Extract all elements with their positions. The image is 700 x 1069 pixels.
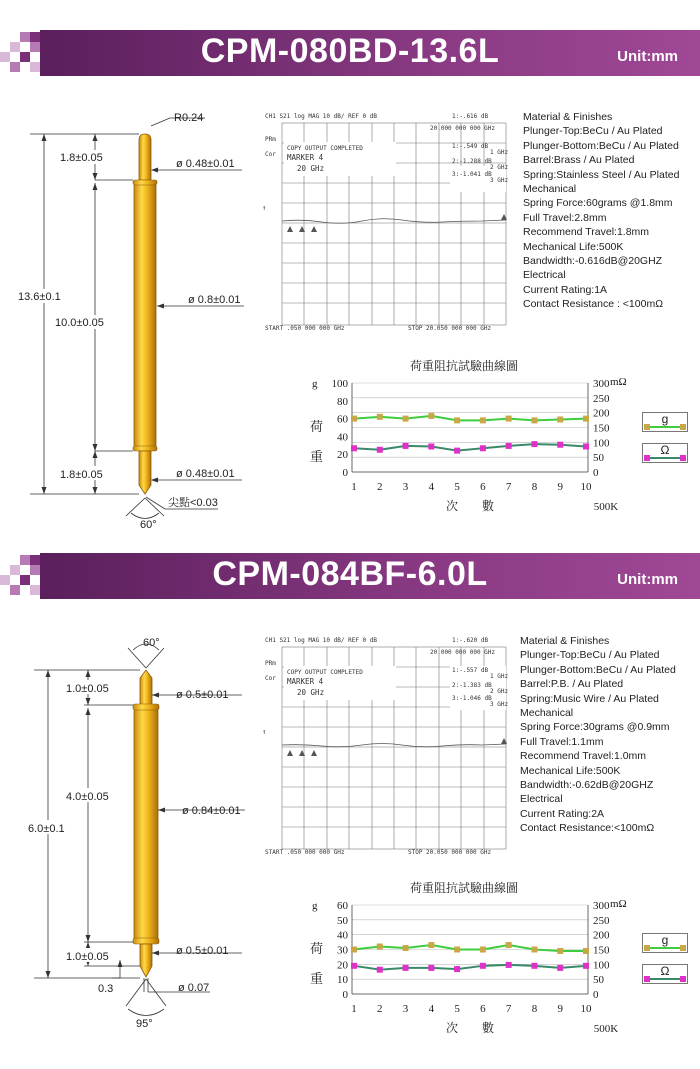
data-point-resistance [428, 965, 434, 971]
data-point-resistance [531, 963, 537, 969]
x-tick-label: 6 [480, 1003, 486, 1015]
pin-drawing [0, 530, 260, 1069]
data-point-resistance [377, 967, 383, 973]
x-tick-label: 2 [377, 481, 383, 493]
y-right-unit: mΩ [610, 376, 627, 388]
y-right-tick-label: 250 [593, 392, 610, 405]
analyzer-marker-text: MARKER 4 [287, 153, 324, 162]
y-left-tick-label: 60 [337, 900, 348, 912]
analyzer-header-value: 1:-.616 dB [452, 113, 489, 120]
legend-item-ohm [642, 964, 688, 984]
marker-2-freq: 2 GHz [490, 164, 509, 171]
data-point-resistance [351, 445, 357, 451]
network-analyzer-plot [262, 632, 512, 857]
analyzer-cor: Cor [265, 675, 276, 682]
spec-line: Plunger-Bottom:BeCu / Au Plated [523, 139, 679, 152]
analyzer-copy-text: COPY OUTPUT COMPLETED [287, 669, 363, 676]
marker-2-freq: 2 GHz [490, 688, 509, 695]
y-right-tick-label: 300 [593, 378, 610, 390]
data-point-force [480, 947, 486, 953]
y-left-tick-label: 10 [337, 974, 348, 987]
x-tick-label: 3 [402, 1003, 409, 1015]
data-point-resistance [583, 963, 589, 969]
y-left-unit: g [312, 378, 318, 390]
analyzer-cor: Cor [265, 151, 276, 158]
y-left-label: 重 [310, 449, 324, 464]
data-point-resistance [428, 443, 434, 449]
x-tick-label: 4 [428, 481, 435, 493]
top-length-label: 1.8±0.05 [60, 152, 103, 164]
y-right-unit: mΩ [610, 898, 627, 910]
data-point-resistance [454, 966, 460, 972]
data-point-force [531, 417, 537, 423]
analyzer-start: START .050 000 000 GHz [265, 849, 345, 856]
y-right-tick-label: 0 [593, 467, 599, 479]
y-right-tick-label: 100 [593, 959, 610, 972]
legend-label-g: g [661, 412, 669, 426]
spec-line: Spring:Stainless Steel / Au Plated [523, 168, 680, 181]
data-point-force [428, 413, 434, 419]
x-tick-label: 2 [377, 1003, 383, 1015]
tip-length-label: 0.3 [98, 983, 114, 995]
graph-title: 荷重阻抗試驗曲線圖 [410, 359, 519, 373]
svg-text:↑: ↑ [262, 204, 267, 212]
y-left-label: 荷 [310, 941, 324, 956]
y-left-label: 重 [310, 971, 324, 986]
y-left-tick-label: 0 [342, 989, 348, 1001]
y-left-unit: g [312, 900, 318, 912]
pin-drawing [0, 0, 260, 530]
bottom-diameter-label: ø 0.5±0.01 [176, 945, 229, 957]
legend-label-ohm: Ω [660, 964, 670, 978]
marker-1-value: 1:-.557 dB [452, 667, 489, 674]
barrel-length-label: 4.0±0.05 [66, 791, 109, 803]
barrel-diameter-label: ø 0.84±0.01 [182, 805, 241, 817]
specs-list [523, 110, 679, 312]
spec-line: Plunger-Top:BeCu / Au Plated [523, 125, 663, 138]
series-line-resistance [354, 444, 586, 451]
data-point-force [531, 947, 537, 953]
x-tick-label: 5 [454, 481, 460, 493]
data-point-resistance [351, 963, 357, 969]
legend-item-ohm [642, 443, 688, 463]
data-point-force [506, 942, 512, 948]
marker-2-value: 2:-1.288 dB [452, 158, 492, 165]
bottom-length-label: 1.8±0.05 [60, 469, 103, 481]
data-point-force [351, 416, 357, 422]
tip-angle-top-label: 60° [143, 637, 160, 649]
y-right-tick-label: 150 [593, 422, 610, 435]
data-point-force [506, 416, 512, 422]
data-point-resistance [480, 445, 486, 451]
data-point-force [454, 417, 460, 423]
marker-3-freq: 3 GHz [490, 177, 509, 184]
legend-label-ohm: Ω [660, 443, 670, 457]
y-left-tick-label: 20 [337, 959, 348, 972]
spec-line: Mechanical [523, 183, 577, 196]
y-right-tick-label: 150 [593, 944, 610, 957]
analyzer-prm: PRm [265, 136, 276, 143]
x-tick-label: 5 [454, 1003, 460, 1015]
spec-line: Spring Force:60grams @1.8mm [523, 197, 673, 210]
y-right-tick-label: 0 [593, 989, 599, 1001]
series-line-force [354, 416, 586, 420]
analyzer-prm: PRm [265, 660, 276, 667]
data-point-resistance [454, 448, 460, 454]
x-tick-label: 4 [428, 1003, 435, 1015]
spec-line: Bandwidth:-0.62dB@20GHZ [520, 779, 654, 792]
x-axis-label: 次 數 [445, 1021, 495, 1035]
y-right-tick-label: 200 [593, 929, 610, 942]
x-tick-label: 1 [351, 1003, 357, 1015]
top-diameter-label: ø 0.48±0.01 [176, 158, 235, 170]
y-left-label: 荷 [310, 419, 324, 434]
x-axis-label: 次 數 [445, 499, 495, 513]
x-tick-label: 7 [505, 1003, 512, 1015]
series-line-resistance [354, 965, 586, 970]
analyzer-header-freq: 20.000 000 000 GHz [430, 649, 496, 656]
marker-2-value: 2:-1.383 dB [452, 682, 492, 689]
marker-1-value: 1:-.549 dB [452, 143, 489, 150]
data-point-force [454, 947, 460, 953]
barrel-length-label: 10.0±0.05 [55, 317, 104, 329]
y-right-tick-label: 100 [593, 437, 610, 450]
y-left-tick-label: 40 [337, 929, 348, 942]
analyzer-stop: STOP 20.050 000 000 GHz [408, 849, 492, 856]
y-left-tick-label: 40 [337, 431, 348, 444]
spec-line: Contact Resistance : <100mΩ [523, 298, 664, 311]
spec-line: Current Rating:1A [523, 283, 608, 296]
analyzer-copy-text: COPY OUTPUT COMPLETED [287, 145, 363, 152]
analyzer-start: START .050 000 000 GHz [265, 325, 345, 332]
data-point-force [377, 944, 383, 950]
analyzer-header-freq: 20.000 000 000 GHz [430, 125, 496, 132]
data-point-force [480, 417, 486, 423]
y-right-tick-label: 50 [593, 974, 604, 987]
analyzer-header: CH1 S21 log MAG 10 dB/ REF 0 dB [265, 637, 377, 644]
x-tick-label: 8 [531, 1003, 538, 1015]
product-title: CPM-080BD-13.6L [200, 32, 500, 70]
tip-angle-bottom-label: 95° [136, 1018, 153, 1030]
tip-note-label: 尖點<0.03 [168, 497, 218, 509]
spec-line: Contact Resistance:<100mΩ [520, 822, 655, 835]
tip-diameter-label: ø 0.07 [178, 982, 210, 994]
marker-3-value: 3:-1.041 dB [452, 171, 492, 178]
marker-3-freq: 3 GHz [490, 701, 509, 708]
y-left-tick-label: 100 [331, 378, 348, 390]
x-tick-label: 7 [505, 481, 512, 493]
graph-title: 荷重阻抗試驗曲線圖 [410, 881, 519, 895]
data-point-force [583, 416, 589, 422]
spec-line: Material & Finishes [520, 635, 610, 647]
top-diameter-label: ø 0.5±0.01 [176, 689, 229, 701]
product-section-1 [0, 0, 700, 530]
data-point-force [403, 416, 409, 422]
tip-angle-label: 60° [140, 519, 157, 530]
x-tick-label: 9 [557, 1003, 563, 1015]
spec-line: Spring Force:30grams @0.9mm [520, 721, 670, 734]
spec-line: Barrel:Brass / Au Plated [523, 154, 635, 167]
y-left-tick-label: 20 [337, 449, 348, 462]
data-point-force [351, 947, 357, 953]
spec-line: Plunger-Bottom:BeCu / Au Plated [520, 663, 676, 676]
spec-line: Material & Finishes [523, 111, 613, 123]
data-point-resistance [403, 965, 409, 971]
data-point-force [557, 416, 563, 422]
data-point-resistance [480, 963, 486, 969]
y-right-tick-label: 250 [593, 914, 610, 927]
data-point-resistance [403, 443, 409, 449]
x-tick-label: 1 [351, 481, 357, 493]
spec-line: Recommend Travel:1.8mm [523, 226, 650, 239]
total-length-label: 13.6±0.1 [18, 291, 61, 303]
analyzer-marker-freq: 20 GHz [297, 688, 325, 697]
specs-list [520, 634, 676, 836]
network-analyzer-plot [262, 108, 512, 333]
force-resistance-chart [300, 895, 640, 1040]
marker-3-value: 3:-1.046 dB [452, 695, 492, 702]
y-left-tick-label: 80 [337, 395, 348, 408]
legend-item-g [642, 933, 688, 953]
data-point-force [428, 942, 434, 948]
data-point-force [583, 948, 589, 954]
bottom-length-label: 1.0±0.05 [66, 951, 109, 963]
unit-label: Unit:mm [617, 48, 678, 65]
legend-item-g [642, 412, 688, 432]
y-right-tick-label: 200 [593, 407, 610, 420]
spec-line: Plunger-Top:BeCu / Au Plated [520, 649, 660, 662]
data-point-resistance [377, 447, 383, 453]
x-tick-label: 3 [402, 481, 409, 493]
series-line-force [354, 945, 586, 951]
data-point-resistance [531, 441, 537, 447]
y-right-tick-label: 50 [593, 452, 604, 465]
y-left-tick-label: 30 [337, 944, 348, 957]
spec-line: Full Travel:2.8mm [523, 211, 607, 224]
analyzer-header: CH1 S21 log MAG 10 dB/ REF 0 dB [265, 113, 377, 120]
data-point-force [377, 414, 383, 420]
spec-line: Barrel:P.B. / Au Plated [520, 678, 624, 691]
spec-line: Spring:Music Wire / Au Plated [520, 692, 659, 705]
tip-radius-label: R0.24 [174, 112, 204, 124]
y-left-tick-label: 50 [337, 914, 348, 927]
total-length-label: 6.0±0.1 [28, 823, 65, 835]
spec-line: Mechanical Life:500K [520, 764, 621, 777]
svg-text:↑: ↑ [262, 728, 267, 736]
x-tick-label: 9 [557, 481, 563, 493]
analyzer-stop: STOP 20.050 000 000 GHz [408, 325, 492, 332]
top-length-label: 1.0±0.05 [66, 683, 109, 695]
y-left-tick-label: 0 [342, 467, 348, 479]
unit-label: Unit:mm [617, 571, 678, 588]
y-right-tick-label: 300 [593, 900, 610, 912]
spec-line: Bandwidth:-0.616dB@20GHZ [523, 255, 663, 268]
x-tick-label: 8 [531, 481, 538, 493]
data-point-resistance [557, 442, 563, 448]
spec-line: Mechanical Life:500K [523, 240, 624, 253]
spec-line: Electrical [523, 269, 566, 282]
spec-line: Recommend Travel:1.0mm [520, 750, 647, 763]
x-end-label: 500K [593, 1023, 619, 1035]
data-point-force [557, 948, 563, 954]
analyzer-marker-freq: 20 GHz [297, 164, 325, 173]
product-section-2 [0, 530, 700, 1069]
data-point-resistance [506, 443, 512, 449]
force-resistance-chart [300, 373, 640, 518]
marker-1-freq: 1 GHz [490, 149, 509, 156]
data-point-resistance [557, 965, 563, 971]
data-point-force [403, 945, 409, 951]
barrel-diameter-label: ø 0.8±0.01 [188, 294, 241, 306]
spec-line: Full Travel:1.1mm [520, 735, 604, 748]
data-point-resistance [506, 962, 512, 968]
x-tick-label: 6 [480, 481, 486, 493]
data-point-resistance [583, 443, 589, 449]
legend-label-g: g [661, 933, 669, 947]
product-title: CPM-084BF-6.0L [212, 555, 488, 593]
x-tick-label: 10 [580, 1003, 592, 1015]
spec-line: Mechanical [520, 707, 574, 720]
spec-line: Electrical [520, 793, 563, 806]
y-left-tick-label: 60 [337, 413, 348, 426]
spec-line: Current Rating:2A [520, 807, 605, 820]
x-end-label: 500K [593, 501, 619, 513]
marker-1-freq: 1 GHz [490, 673, 509, 680]
analyzer-marker-text: MARKER 4 [287, 677, 324, 686]
bottom-diameter-label: ø 0.48±0.01 [176, 468, 235, 480]
x-tick-label: 10 [580, 481, 592, 493]
analyzer-header-value: 1:-.620 dB [452, 637, 489, 644]
